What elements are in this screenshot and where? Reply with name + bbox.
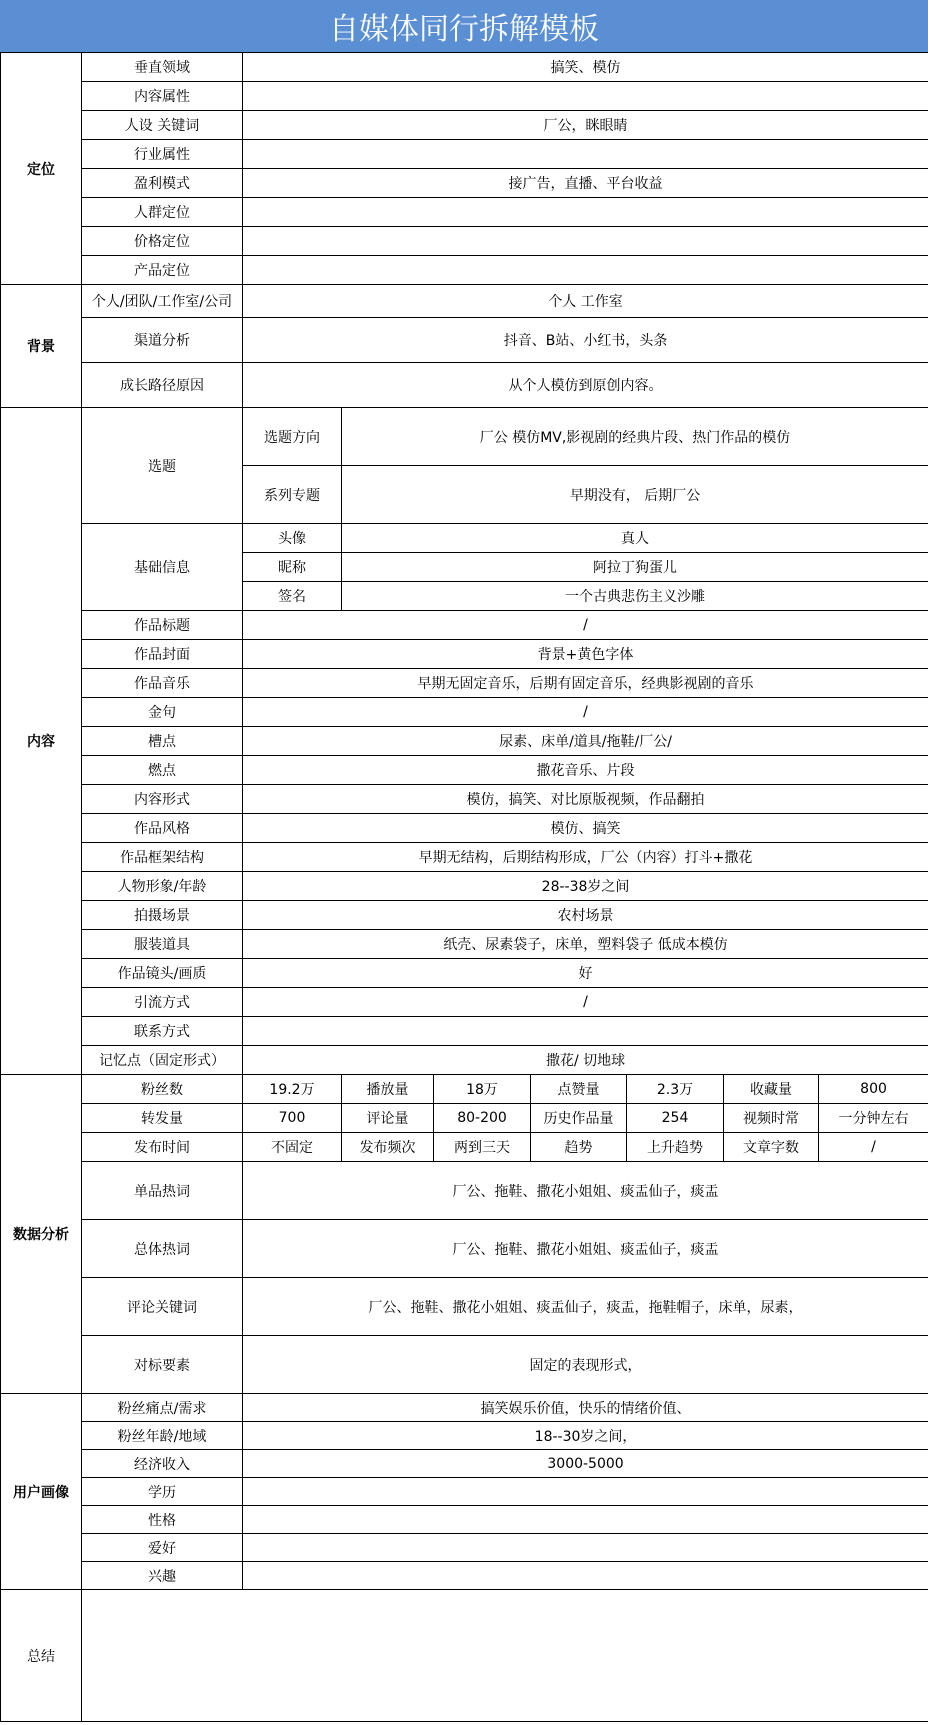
cell-value[interactable]: 固定的表现形式，	[243, 1336, 928, 1394]
table-row	[1, 82, 928, 111]
cell-sublabel: 签名	[243, 582, 342, 611]
cell-value[interactable]: 早期无结构，后期结构形成，厂公（内容）打斗+撒花	[243, 843, 928, 872]
section-background: 背景	[1, 285, 82, 408]
table-row	[1, 227, 928, 256]
cell-value[interactable]: /	[243, 611, 928, 640]
cell-value[interactable]	[243, 1017, 928, 1046]
table-row	[1, 640, 928, 669]
cell-label: 粉丝数	[82, 1075, 243, 1104]
cell-label: 记忆点（固定形式）	[82, 1046, 243, 1075]
cell-label: 视频时常	[724, 1104, 819, 1133]
cell-label: 盈利模式	[82, 169, 243, 198]
cell-value[interactable]: 抖音、B站、小红书，头条	[243, 318, 928, 363]
cell-value[interactable]	[243, 140, 928, 169]
cell-value[interactable]	[243, 1562, 928, 1590]
cell-value[interactable]: 阿拉丁狗蛋儿	[342, 553, 928, 582]
table-row	[1, 408, 928, 466]
table-row	[1, 756, 928, 785]
table-row	[1, 1534, 928, 1562]
table-row	[1, 1422, 928, 1450]
cell-label: 作品封面	[82, 640, 243, 669]
cell-value[interactable]: 28--38岁之间	[243, 872, 928, 901]
cell-value[interactable]: 搞笑娱乐价值，快乐的情绪价值、	[243, 1394, 928, 1422]
cell-value[interactable]	[243, 82, 928, 111]
cell-value[interactable]: 一分钟左右	[819, 1104, 928, 1133]
table-row	[1, 140, 928, 169]
table-row	[1, 1506, 928, 1534]
cell-value[interactable]: 早期无固定音乐，后期有固定音乐，经典影视剧的音乐	[243, 669, 928, 698]
cell-label: 选题	[82, 408, 243, 524]
table-row	[1, 843, 928, 872]
table-row	[1, 256, 928, 285]
cell-value[interactable]: 厂公 模仿MV,影视剧的经典片段、热门作品的模仿	[342, 408, 928, 466]
cell-value[interactable]: 模仿，搞笑、对比原版视频，作品翻拍	[243, 785, 928, 814]
table-row	[1, 872, 928, 901]
cell-label: 个人/团队/工作室/公司	[82, 285, 243, 318]
cell-value[interactable]: 2.3万	[627, 1075, 724, 1104]
section-data-analysis: 数据分析	[1, 1075, 82, 1394]
cell-label: 基础信息	[82, 524, 243, 611]
cell-value[interactable]: 背景+黄色字体	[243, 640, 928, 669]
cell-label: 发布频次	[342, 1133, 434, 1162]
cell-value[interactable]	[243, 227, 928, 256]
cell-label: 产品定位	[82, 256, 243, 285]
table-row	[1, 698, 928, 727]
cell-value[interactable]: 厂公，眯眼睛	[243, 111, 928, 140]
table-row	[1, 1590, 928, 1722]
section-content: 内容	[1, 408, 82, 1075]
table-row	[1, 727, 928, 756]
cell-label: 作品标题	[82, 611, 243, 640]
cell-value[interactable]: 厂公、拖鞋、撒花小姐姐、痰盂仙子，痰盂	[243, 1162, 928, 1220]
cell-value[interactable]	[243, 1478, 928, 1506]
cell-label: 总体热词	[82, 1220, 243, 1278]
table-row	[1, 1162, 928, 1220]
table-row	[1, 669, 928, 698]
cell-label: 作品音乐	[82, 669, 243, 698]
cell-value[interactable]: 上升趋势	[627, 1133, 724, 1162]
table-row	[1, 524, 928, 553]
cell-value[interactable]: 一个古典悲伤主义沙雕	[342, 582, 928, 611]
table-row	[1, 1046, 928, 1075]
cell-value[interactable]	[243, 1534, 928, 1562]
cell-label: 播放量	[342, 1075, 434, 1104]
cell-label: 学历	[82, 1478, 243, 1506]
cell-value[interactable]: 厂公、拖鞋、撒花小姐姐、痰盂仙子，痰盂	[243, 1220, 928, 1278]
cell-label: 爱好	[82, 1534, 243, 1562]
cell-value[interactable]: /	[819, 1133, 928, 1162]
cell-sublabel: 选题方向	[243, 408, 342, 466]
table-row	[1, 901, 928, 930]
section-user-profile: 用户画像	[1, 1394, 82, 1590]
table-row	[1, 1133, 928, 1162]
table-row	[1, 988, 928, 1017]
cell-label: 人设 关键词	[82, 111, 243, 140]
table-row	[1, 53, 928, 82]
cell-label: 点赞量	[531, 1075, 627, 1104]
cell-value[interactable]: 厂公、拖鞋、撒花小姐姐、痰盂仙子，痰盂，拖鞋帽子，床单，尿素，	[243, 1278, 928, 1336]
cell-label: 收藏量	[724, 1075, 819, 1104]
cell-label: 人群定位	[82, 198, 243, 227]
table-row	[1, 611, 928, 640]
cell-value[interactable]: 撒花/ 切地球	[243, 1046, 928, 1075]
cell-label: 引流方式	[82, 988, 243, 1017]
cell-value[interactable]: 搞笑、模仿	[243, 53, 928, 82]
cell-label: 拍摄场景	[82, 901, 243, 930]
cell-value[interactable]: 18万	[434, 1075, 531, 1104]
cell-value[interactable]: 尿素、床单/道具/拖鞋/厂公/	[243, 727, 928, 756]
cell-label: 联系方式	[82, 1017, 243, 1046]
cell-label: 转发量	[82, 1104, 243, 1133]
cell-label: 燃点	[82, 756, 243, 785]
section-summary: 总结	[1, 1590, 82, 1722]
table-row	[1, 1450, 928, 1478]
table-row	[1, 1278, 928, 1336]
cell-label: 作品框架结构	[82, 843, 243, 872]
table-row	[1, 285, 928, 318]
table-row	[1, 1394, 928, 1422]
cell-label: 发布时间	[82, 1133, 243, 1162]
breakdown-table	[0, 52, 928, 1722]
cell-sublabel: 昵称	[243, 553, 342, 582]
cell-sublabel: 系列专题	[243, 466, 342, 524]
cell-sublabel: 头像	[243, 524, 342, 553]
cell-label: 趋势	[531, 1133, 627, 1162]
cell-label: 内容形式	[82, 785, 243, 814]
cell-label: 对标要素	[82, 1336, 243, 1394]
cell-value[interactable]: 接广告，直播、平台收益	[243, 169, 928, 198]
cell-label: 内容属性	[82, 82, 243, 111]
cell-label: 服装道具	[82, 930, 243, 959]
table-row	[1, 111, 928, 140]
cell-label: 粉丝年龄/地域	[82, 1422, 243, 1450]
cell-label: 单品热词	[82, 1162, 243, 1220]
cell-label: 行业属性	[82, 140, 243, 169]
cell-label: 作品镜头/画质	[82, 959, 243, 988]
cell-value[interactable]: 纸壳、尿素袋子，床单，塑料袋子 低成本模仿	[243, 930, 928, 959]
cell-value[interactable]: 个人 工作室	[243, 285, 928, 318]
cell-label: 粉丝痛点/需求	[82, 1394, 243, 1422]
cell-label: 成长路径原因	[82, 363, 243, 408]
cell-value[interactable]: 两到三天	[434, 1133, 531, 1162]
cell-value[interactable]: 模仿、搞笑	[243, 814, 928, 843]
section-positioning: 定位	[1, 53, 82, 285]
cell-value[interactable]: /	[243, 698, 928, 727]
cell-value[interactable]: 农村场景	[243, 901, 928, 930]
cell-label: 人物形象/年龄	[82, 872, 243, 901]
cell-label: 性格	[82, 1506, 243, 1534]
table-row	[1, 1017, 928, 1046]
cell-label: 槽点	[82, 727, 243, 756]
cell-value[interactable]: 19.2万	[243, 1075, 342, 1104]
table-row	[1, 785, 928, 814]
cell-label: 评论量	[342, 1104, 434, 1133]
cell-value[interactable]: 从个人模仿到原创内容。	[243, 363, 928, 408]
cell-value[interactable]: 700	[243, 1104, 342, 1133]
table-row	[1, 1075, 928, 1104]
cell-value[interactable]: 3000-5000	[243, 1450, 928, 1478]
cell-label: 渠道分析	[82, 318, 243, 363]
table-row	[1, 363, 928, 408]
cell-value[interactable]: 早期没有， 后期厂公	[342, 466, 928, 524]
cell-label: 兴趣	[82, 1562, 243, 1590]
table-row	[1, 318, 928, 363]
cell-label: 历史作品量	[531, 1104, 627, 1133]
table-row	[1, 169, 928, 198]
cell-value[interactable]: 撒花音乐、片段	[243, 756, 928, 785]
cell-value[interactable]	[243, 1506, 928, 1534]
cell-value[interactable]: 80-200	[434, 1104, 531, 1133]
table-row	[1, 1336, 928, 1394]
table-row	[1, 1104, 928, 1133]
summary-area[interactable]	[82, 1590, 928, 1722]
cell-label: 金句	[82, 698, 243, 727]
cell-value[interactable]: 好	[243, 959, 928, 988]
cell-value[interactable]: 800	[819, 1075, 928, 1104]
cell-value[interactable]: 真人	[342, 524, 928, 553]
cell-value[interactable]	[243, 256, 928, 285]
table-row	[1, 1562, 928, 1590]
table-row	[1, 959, 928, 988]
table-row	[1, 814, 928, 843]
cell-value[interactable]: /	[243, 988, 928, 1017]
cell-value[interactable]: 不固定	[243, 1133, 342, 1162]
cell-value[interactable]: 18--30岁之间，	[243, 1422, 928, 1450]
cell-value[interactable]	[243, 198, 928, 227]
cell-label: 文章字数	[724, 1133, 819, 1162]
table-row	[1, 1478, 928, 1506]
cell-label: 垂直领域	[82, 53, 243, 82]
cell-label: 经济收入	[82, 1450, 243, 1478]
cell-label: 价格定位	[82, 227, 243, 256]
cell-label: 作品风格	[82, 814, 243, 843]
page-title: 自媒体同行拆解模板	[0, 0, 928, 53]
table-row	[1, 930, 928, 959]
table-row	[1, 198, 928, 227]
cell-label: 评论关键词	[82, 1278, 243, 1336]
table-row	[1, 1220, 928, 1278]
cell-value[interactable]: 254	[627, 1104, 724, 1133]
